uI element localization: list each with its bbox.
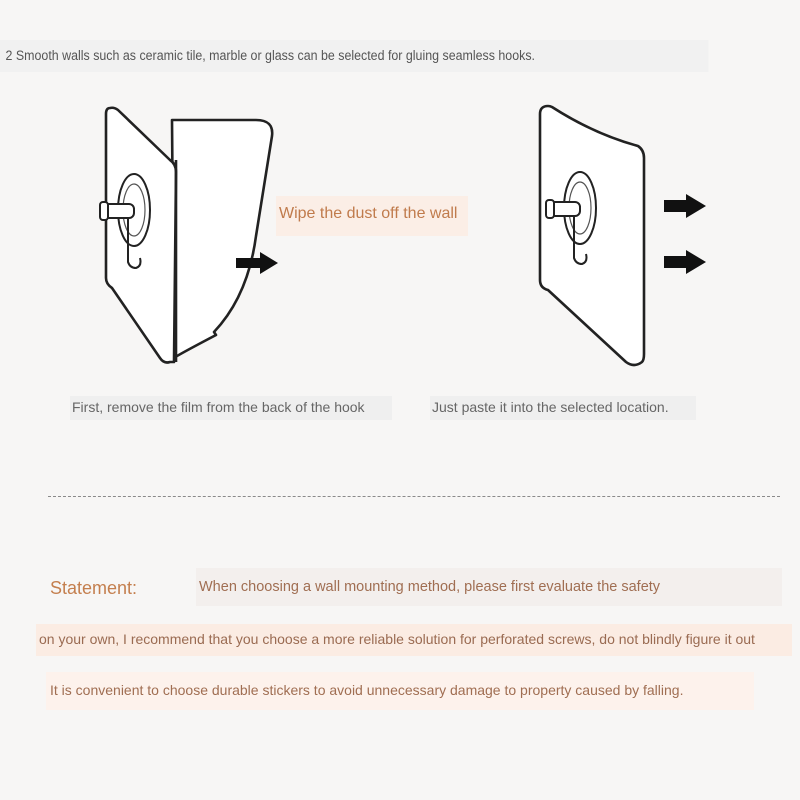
dashed-divider (48, 496, 780, 497)
arrow-right-icon (664, 194, 706, 218)
header-text: 2 Smooth walls such as ceramic tile, marble or glass can be selected for gluing seamless hooks. (0, 40, 708, 72)
adhesive-hook-mounted-icon (534, 100, 714, 370)
statement-line-3: It is convenient to choose durable stickers to avoid unnecessary damage to property caused by falling. (46, 672, 754, 710)
statement-line-2: on your own, I recommend that you choose a more reliable solution for perforated screws, do not blindly figure it out (36, 624, 792, 656)
adhesive-hook-peeling-film-icon (96, 100, 286, 370)
step-caption-paste: Just paste it into the selected location. (430, 396, 696, 420)
statement-label: Statement: (50, 578, 138, 598)
arrow-right-icon (234, 250, 280, 276)
wipe-dust-label: Wipe the dust off the wall (276, 196, 468, 236)
statement-line-1: When choosing a wall mounting method, please first evaluate the safety (196, 568, 782, 606)
arrow-right-icon (664, 250, 706, 274)
step-caption-remove-film: First, remove the film from the back of the hook (70, 396, 392, 420)
